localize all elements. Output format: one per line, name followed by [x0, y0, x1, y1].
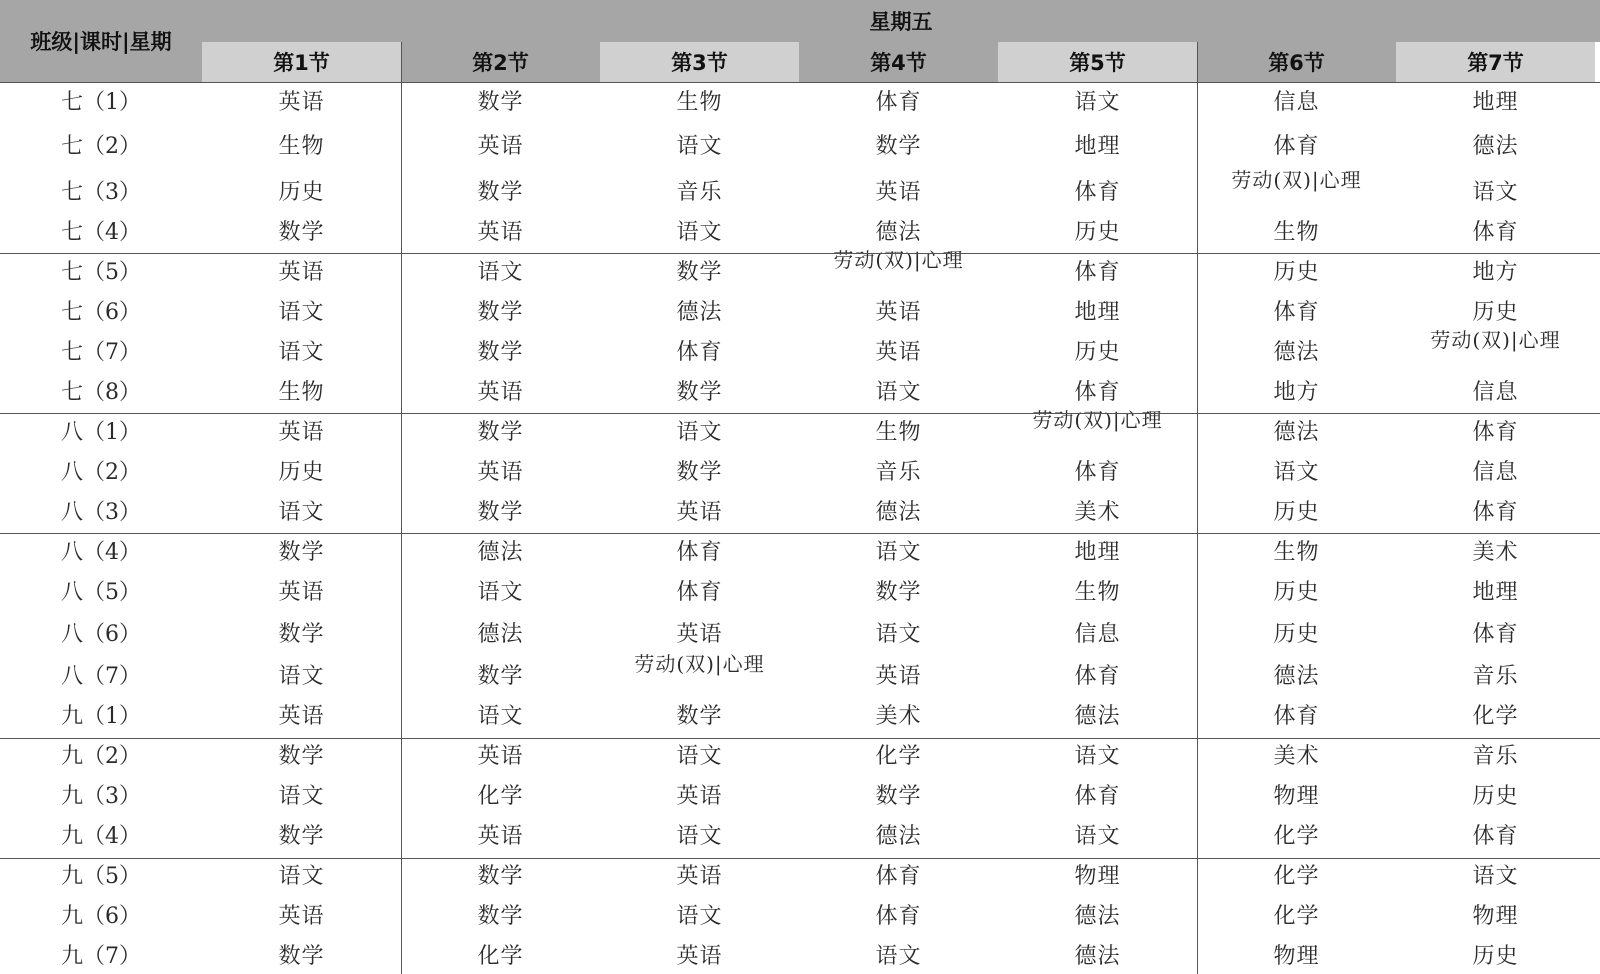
subject-cell: 生物 [1074, 579, 1121, 605]
subject-cell: 英语 [477, 133, 524, 159]
subject-cell: 历史 [1273, 259, 1320, 285]
subject-cell: 德法 [875, 499, 922, 525]
subject-cell: 物理 [1273, 783, 1320, 809]
group-divider [0, 82, 1600, 83]
class-label: 七（1） [61, 89, 141, 115]
subject-cell: 英语 [477, 219, 524, 245]
subject-cell: 语文 [278, 663, 325, 689]
class-label: 八（6） [61, 621, 141, 647]
subject-cell: 体育 [1074, 379, 1121, 405]
subject-cell: 地理 [1074, 539, 1121, 565]
subject-cell: 英语 [477, 379, 524, 405]
subject-cell: 数学 [477, 89, 524, 115]
group-divider [0, 738, 1600, 739]
subject-cell: 生物 [278, 379, 325, 405]
subject-cell: 音乐 [875, 459, 922, 485]
subject-cell: 地方 [1273, 379, 1320, 405]
subject-cell: 数学 [278, 943, 325, 969]
subject-cell: 德法 [1074, 903, 1121, 929]
subject-cell: 生物 [875, 419, 922, 445]
subject-cell: 体育 [676, 339, 723, 365]
subject-cell: 德法 [1273, 339, 1320, 365]
subject-cell: 英语 [477, 823, 524, 849]
subject-cell: 数学 [477, 299, 524, 325]
subject-cell: 数学 [676, 703, 723, 729]
subject-cell: 音乐 [676, 179, 723, 205]
subject-cell: 信息 [1472, 379, 1519, 405]
subject-cell: 数学 [477, 863, 524, 889]
subject-cell: 历史 [1472, 299, 1519, 325]
class-label: 八（7） [61, 663, 141, 689]
subject-cell: 生物 [1273, 219, 1320, 245]
subject-cell: 化学 [477, 783, 524, 809]
subject-cell: 劳动(双)|心理 [1032, 408, 1163, 432]
column-divider [401, 42, 402, 974]
period-header: 第7节 [1396, 42, 1595, 82]
subject-cell: 德法 [1074, 703, 1121, 729]
subject-cell: 生物 [278, 133, 325, 159]
subject-cell: 音乐 [1472, 743, 1519, 769]
class-label: 九（6） [61, 903, 141, 929]
class-label: 七（3） [61, 179, 141, 205]
subject-cell: 地理 [1074, 133, 1121, 159]
group-divider [0, 533, 1600, 534]
subject-cell: 语文 [676, 419, 723, 445]
subject-cell: 语文 [1273, 459, 1320, 485]
subject-cell: 数学 [477, 903, 524, 929]
subject-cell: 英语 [875, 339, 922, 365]
subject-cell: 历史 [1074, 219, 1121, 245]
subject-cell: 语文 [1472, 179, 1519, 205]
subject-cell: 数学 [278, 219, 325, 245]
period-header: 第4节 [799, 42, 998, 82]
subject-cell: 语文 [875, 539, 922, 565]
subject-cell: 德法 [1472, 133, 1519, 159]
subject-cell: 历史 [278, 179, 325, 205]
period-header: 第5节 [998, 42, 1197, 82]
subject-cell: 数学 [477, 339, 524, 365]
subject-cell: 语文 [676, 133, 723, 159]
subject-cell: 体育 [1273, 299, 1320, 325]
class-label: 八（3） [61, 499, 141, 525]
subject-cell: 体育 [875, 863, 922, 889]
subject-cell: 德法 [1273, 663, 1320, 689]
subject-cell: 英语 [676, 621, 723, 647]
subject-cell: 德法 [875, 219, 922, 245]
subject-cell: 历史 [1472, 783, 1519, 809]
subject-cell: 劳动(双)|心理 [833, 248, 964, 272]
subject-cell: 体育 [1074, 179, 1121, 205]
subject-cell: 语文 [676, 219, 723, 245]
subject-cell: 语文 [477, 579, 524, 605]
subject-cell: 数学 [278, 823, 325, 849]
subject-cell: 体育 [676, 579, 723, 605]
subject-cell: 语文 [676, 823, 723, 849]
subject-cell: 体育 [1472, 419, 1519, 445]
subject-cell: 语文 [477, 259, 524, 285]
subject-cell: 化学 [875, 743, 922, 769]
subject-cell: 美术 [1074, 499, 1121, 525]
subject-cell: 德法 [477, 621, 524, 647]
subject-cell: 德法 [477, 539, 524, 565]
subject-cell: 语文 [278, 863, 325, 889]
subject-cell: 英语 [477, 459, 524, 485]
subject-cell: 体育 [1472, 823, 1519, 849]
class-label: 八（2） [61, 459, 141, 485]
subject-cell: 英语 [875, 179, 922, 205]
subject-cell: 化学 [477, 943, 524, 969]
subject-cell: 体育 [1472, 499, 1519, 525]
subject-cell: 体育 [1074, 459, 1121, 485]
period-header: 第1节 [202, 42, 401, 82]
subject-cell: 体育 [1472, 621, 1519, 647]
subject-cell: 英语 [278, 903, 325, 929]
subject-cell: 语文 [676, 903, 723, 929]
corner-header: 班级|课时|星期 [0, 0, 202, 82]
subject-cell: 物理 [1472, 903, 1519, 929]
subject-cell: 德法 [676, 299, 723, 325]
subject-cell: 英语 [875, 663, 922, 689]
subject-cell: 数学 [676, 379, 723, 405]
subject-cell: 化学 [1273, 903, 1320, 929]
period-header: 第3节 [600, 42, 799, 82]
period-header: 第2节 [401, 42, 600, 82]
subject-cell: 体育 [1074, 259, 1121, 285]
class-label: 九（7） [61, 943, 141, 969]
subject-cell: 体育 [1273, 133, 1320, 159]
subject-cell: 英语 [676, 499, 723, 525]
subject-cell: 历史 [1273, 621, 1320, 647]
subject-cell: 化学 [1273, 863, 1320, 889]
subject-cell: 生物 [1273, 539, 1320, 565]
subject-cell: 语文 [875, 621, 922, 647]
subject-cell: 音乐 [1472, 663, 1519, 689]
subject-cell: 地理 [1472, 579, 1519, 605]
subject-cell: 历史 [1273, 499, 1320, 525]
subject-cell: 劳动(双)|心理 [1231, 168, 1362, 192]
subject-cell: 英语 [875, 299, 922, 325]
subject-cell: 地方 [1472, 259, 1519, 285]
subject-cell: 地理 [1074, 299, 1121, 325]
subject-cell: 数学 [477, 663, 524, 689]
period-header: 第6节 [1197, 42, 1396, 82]
subject-cell: 美术 [1273, 743, 1320, 769]
subject-cell: 体育 [875, 89, 922, 115]
subject-cell: 数学 [875, 783, 922, 809]
day-header: 星期五 [869, 10, 933, 34]
class-label: 八（4） [61, 539, 141, 565]
subject-cell: 语文 [875, 943, 922, 969]
subject-cell: 历史 [1074, 339, 1121, 365]
subject-cell: 英语 [278, 259, 325, 285]
subject-cell: 信息 [1074, 621, 1121, 647]
subject-cell: 德法 [1074, 943, 1121, 969]
subject-cell: 语文 [278, 299, 325, 325]
subject-cell: 英语 [676, 863, 723, 889]
group-divider [0, 413, 1600, 414]
subject-cell: 历史 [1273, 579, 1320, 605]
subject-cell: 英语 [676, 783, 723, 809]
subject-cell: 英语 [278, 89, 325, 115]
subject-cell: 地理 [1472, 89, 1519, 115]
subject-cell: 物理 [1074, 863, 1121, 889]
subject-cell: 德法 [1273, 419, 1320, 445]
subject-cell: 数学 [278, 743, 325, 769]
subject-cell: 数学 [477, 499, 524, 525]
subject-cell: 体育 [1074, 783, 1121, 809]
subject-cell: 语文 [1074, 743, 1121, 769]
subject-cell: 体育 [1472, 219, 1519, 245]
class-label: 八（5） [61, 579, 141, 605]
subject-cell: 信息 [1273, 89, 1320, 115]
subject-cell: 语文 [278, 339, 325, 365]
class-label: 九（2） [61, 743, 141, 769]
subject-cell: 数学 [477, 419, 524, 445]
class-label: 七（8） [61, 379, 141, 405]
class-label: 九（5） [61, 863, 141, 889]
class-label: 九（1） [61, 703, 141, 729]
subject-cell: 德法 [875, 823, 922, 849]
class-label: 八（1） [61, 419, 141, 445]
subject-cell: 语文 [1074, 823, 1121, 849]
subject-cell: 英语 [477, 743, 524, 769]
class-label: 七（5） [61, 259, 141, 285]
subject-cell: 物理 [1273, 943, 1320, 969]
subject-cell: 语文 [1074, 89, 1121, 115]
subject-cell: 语文 [676, 743, 723, 769]
subject-cell: 体育 [1273, 703, 1320, 729]
subject-cell: 语文 [875, 379, 922, 405]
subject-cell: 体育 [676, 539, 723, 565]
subject-cell: 美术 [875, 703, 922, 729]
subject-cell: 英语 [278, 579, 325, 605]
subject-cell: 生物 [676, 89, 723, 115]
subject-cell: 数学 [477, 179, 524, 205]
subject-cell: 数学 [676, 459, 723, 485]
class-label: 九（4） [61, 823, 141, 849]
class-label: 七（6） [61, 299, 141, 325]
subject-cell: 体育 [875, 903, 922, 929]
column-divider [1197, 42, 1198, 974]
class-label: 九（3） [61, 783, 141, 809]
subject-cell: 历史 [278, 459, 325, 485]
subject-cell: 数学 [278, 621, 325, 647]
subject-cell: 英语 [676, 943, 723, 969]
group-divider [0, 253, 1600, 254]
subject-cell: 语文 [1472, 863, 1519, 889]
subject-cell: 历史 [1472, 943, 1519, 969]
subject-cell: 美术 [1472, 539, 1519, 565]
subject-cell: 数学 [875, 579, 922, 605]
subject-cell: 劳动(双)|心理 [1430, 328, 1561, 352]
subject-cell: 化学 [1273, 823, 1320, 849]
subject-cell: 数学 [278, 539, 325, 565]
subject-cell: 体育 [1074, 663, 1121, 689]
subject-cell: 信息 [1472, 459, 1519, 485]
class-label: 七（4） [61, 219, 141, 245]
subject-cell: 语文 [278, 499, 325, 525]
subject-cell: 化学 [1472, 703, 1519, 729]
subject-cell: 英语 [278, 419, 325, 445]
subject-cell: 语文 [278, 783, 325, 809]
class-label: 七（2） [61, 133, 141, 159]
subject-cell: 语文 [477, 703, 524, 729]
subject-cell: 数学 [875, 133, 922, 159]
subject-cell: 数学 [676, 259, 723, 285]
subject-cell: 英语 [278, 703, 325, 729]
subject-cell: 劳动(双)|心理 [634, 652, 765, 676]
group-divider [0, 858, 1600, 859]
class-label: 七（7） [61, 339, 141, 365]
